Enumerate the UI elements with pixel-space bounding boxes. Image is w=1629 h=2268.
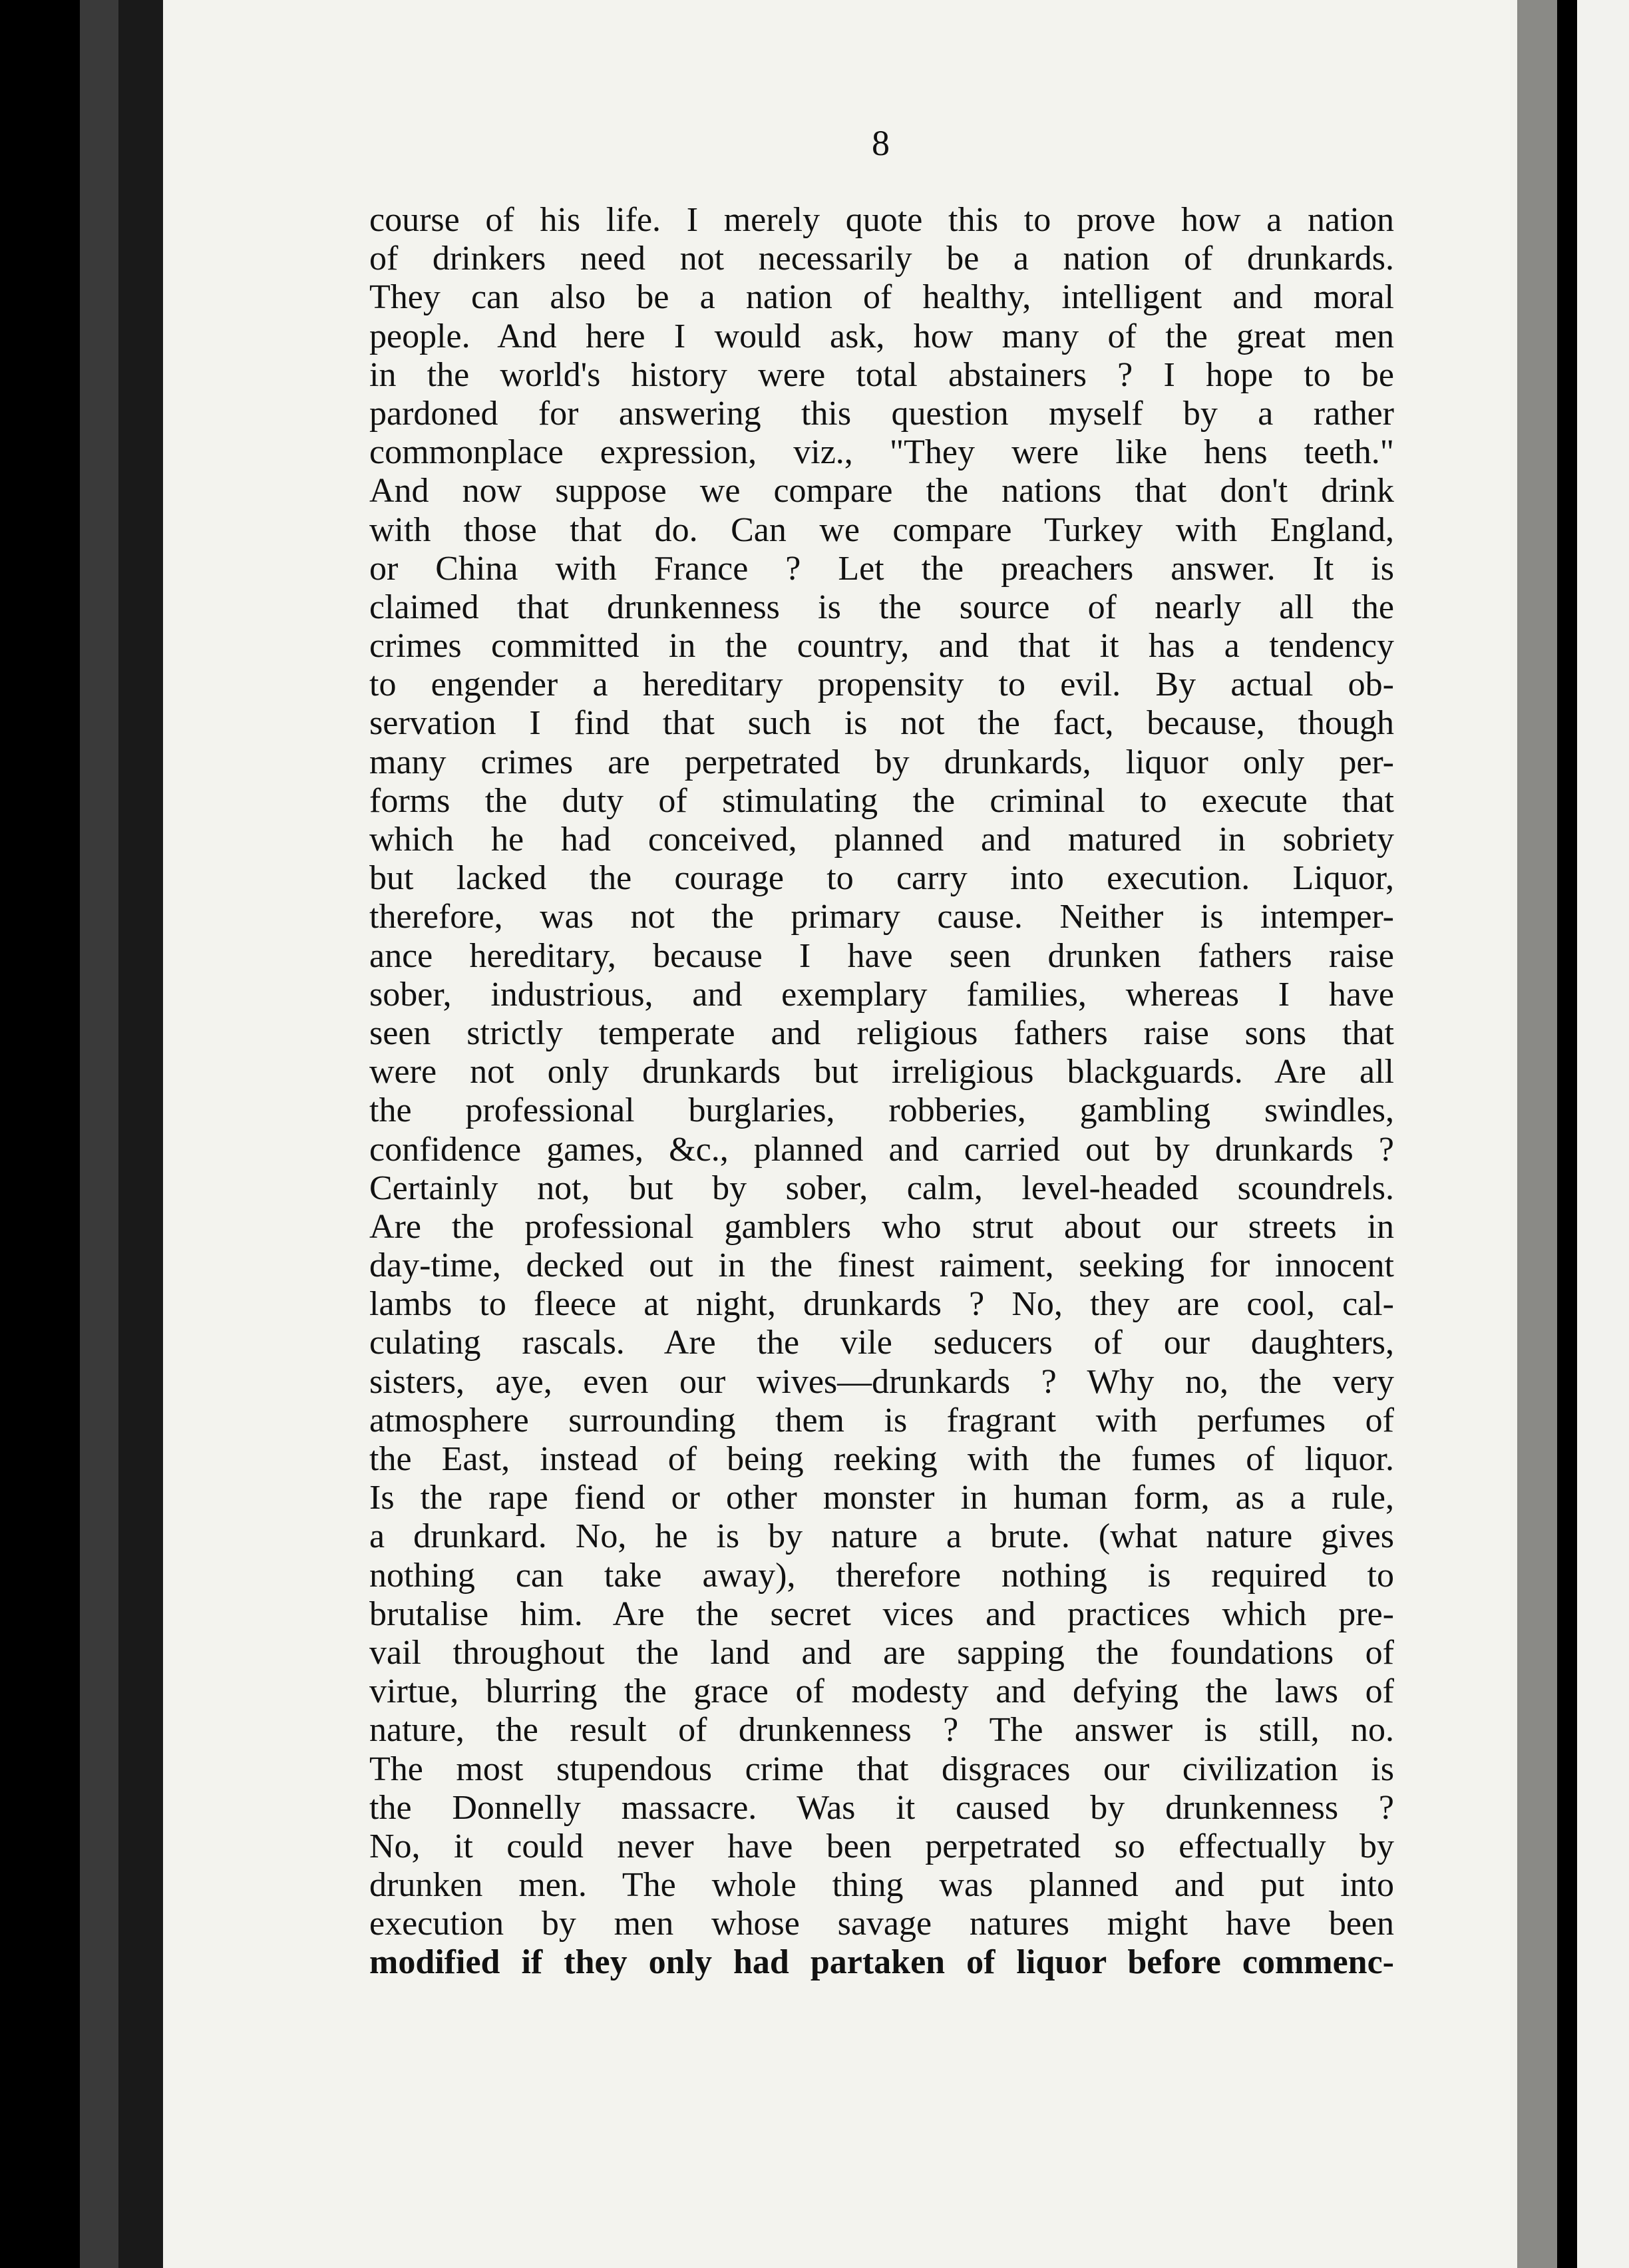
text-line: with those that do. Can we compare Turkey with England, — [369, 510, 1394, 549]
text-line: claimed that drunkenness is the source of nearly all the — [369, 588, 1394, 626]
text-line: crimes committed in the country, and that it has a tendency — [369, 627, 1394, 665]
text-line: of drinkers need not necessarily be a nation of drunkards. — [369, 240, 1394, 278]
text-line: therefore, was not the primary cause. Neither is intemper- — [369, 898, 1394, 936]
text-line: in the world's history were total abstainers ? I hope to be — [369, 355, 1394, 394]
text-line: to engender a hereditary propensity to evil. By actual ob- — [369, 665, 1394, 704]
text-line: the professional burglaries, robberies, gambling swindles, — [369, 1091, 1394, 1130]
text-line: the Donnelly massacre. Was it caused by drunkenness ? — [369, 1788, 1394, 1827]
text-line: Is the rape fiend or other monster in human form, as a rule, — [369, 1479, 1394, 1517]
text-line: Are the professional gamblers who strut about our streets in — [369, 1207, 1394, 1246]
text-line: The most stupendous crime that disgraces our civilization is — [369, 1750, 1394, 1788]
text-line: people. And here I would ask, how many of the great men — [369, 317, 1394, 355]
text-line: but lacked the courage to carry into execution. Liquor, — [369, 859, 1394, 898]
text-line: culating rascals. Are the vile seducers of our daughters, — [369, 1324, 1394, 1362]
text-line: nothing can take away), therefore nothing is required to — [369, 1556, 1394, 1595]
text-line: were not only drunkards but irreligious blackguards. Are all — [369, 1053, 1394, 1091]
text-line: sisters, aye, even our wives—drunkards ? Why no, the very — [369, 1362, 1394, 1401]
text-line: pardoned for answering this question myself by a rather — [369, 394, 1394, 433]
text-line: vail throughout the land and are sapping the foundations of — [369, 1633, 1394, 1672]
text-line: a drunkard. No, he is by nature a brute. (what nature gives — [369, 1517, 1394, 1556]
text-line: And now suppose we compare the nations that don't drink — [369, 472, 1394, 510]
text-line: commonplace expression, viz., "They were like hens teeth." — [369, 433, 1394, 472]
binding-shadow — [80, 0, 120, 2268]
text-line: drunken men. The whole thing was planned and put into — [369, 1866, 1394, 1905]
binding-gutter — [118, 0, 165, 2268]
text-line: virtue, blurring the grace of modesty and defying the laws of — [369, 1672, 1394, 1711]
text-line: forms the duty of stimulating the criminal to execute that — [369, 781, 1394, 820]
text-line: No, it could never have been perpetrated so effectually by — [369, 1827, 1394, 1865]
text-line: confidence games, &c., planned and carried out by drunkards ? — [369, 1130, 1394, 1169]
page-gap — [1557, 0, 1577, 2268]
body-text — [369, 201, 1394, 1983]
text-line: day-time, decked out in the finest raiment, seeking for innocent — [369, 1246, 1394, 1285]
text-line: or China with France ? Let the preachers answer. It is — [369, 549, 1394, 588]
text-line: Certainly not, but by sober, calm, level-headed scoundrels. — [369, 1169, 1394, 1207]
text-line: execution by men whose savage natures might have been — [369, 1905, 1394, 1943]
text-line: many crimes are perpetrated by drunkards, liquor only per- — [369, 743, 1394, 781]
text-line: modified if they only had partaken of liquor before commenc- — [369, 1943, 1394, 1982]
text-line: sober, industrious, and exemplary families, whereas I have — [369, 975, 1394, 1014]
next-page-sliver — [1577, 0, 1629, 2268]
text-line: nature, the result of drunkenness ? The answer is still, no. — [369, 1711, 1394, 1750]
text-line: which he had conceived, planned and matured in sobriety — [369, 821, 1394, 858]
text-line: the East, instead of being reeking with the fumes of liquor. — [369, 1440, 1394, 1478]
text-line: seen strictly temperate and religious fathers raise sons that — [369, 1014, 1394, 1052]
text-line: lambs to fleece at night, drunkards ? No, they are cool, cal- — [369, 1285, 1394, 1324]
text-line: course of his life. I merely quote this to prove how a nation — [369, 201, 1394, 239]
text-line: They can also be a nation of healthy, intelligent and moral — [369, 278, 1394, 317]
text-line: ance hereditary, because I have seen drunken fathers raise — [369, 936, 1394, 975]
text-line: servation I find that such is not the fact, because, though — [369, 704, 1394, 743]
text-line: brutalise him. Are the secret vices and practices which pre- — [369, 1595, 1394, 1633]
page-edge — [1517, 0, 1557, 2268]
text-line: atmosphere surrounding them is fragrant with perfumes of — [369, 1401, 1394, 1439]
page-number: 8 — [872, 123, 890, 163]
